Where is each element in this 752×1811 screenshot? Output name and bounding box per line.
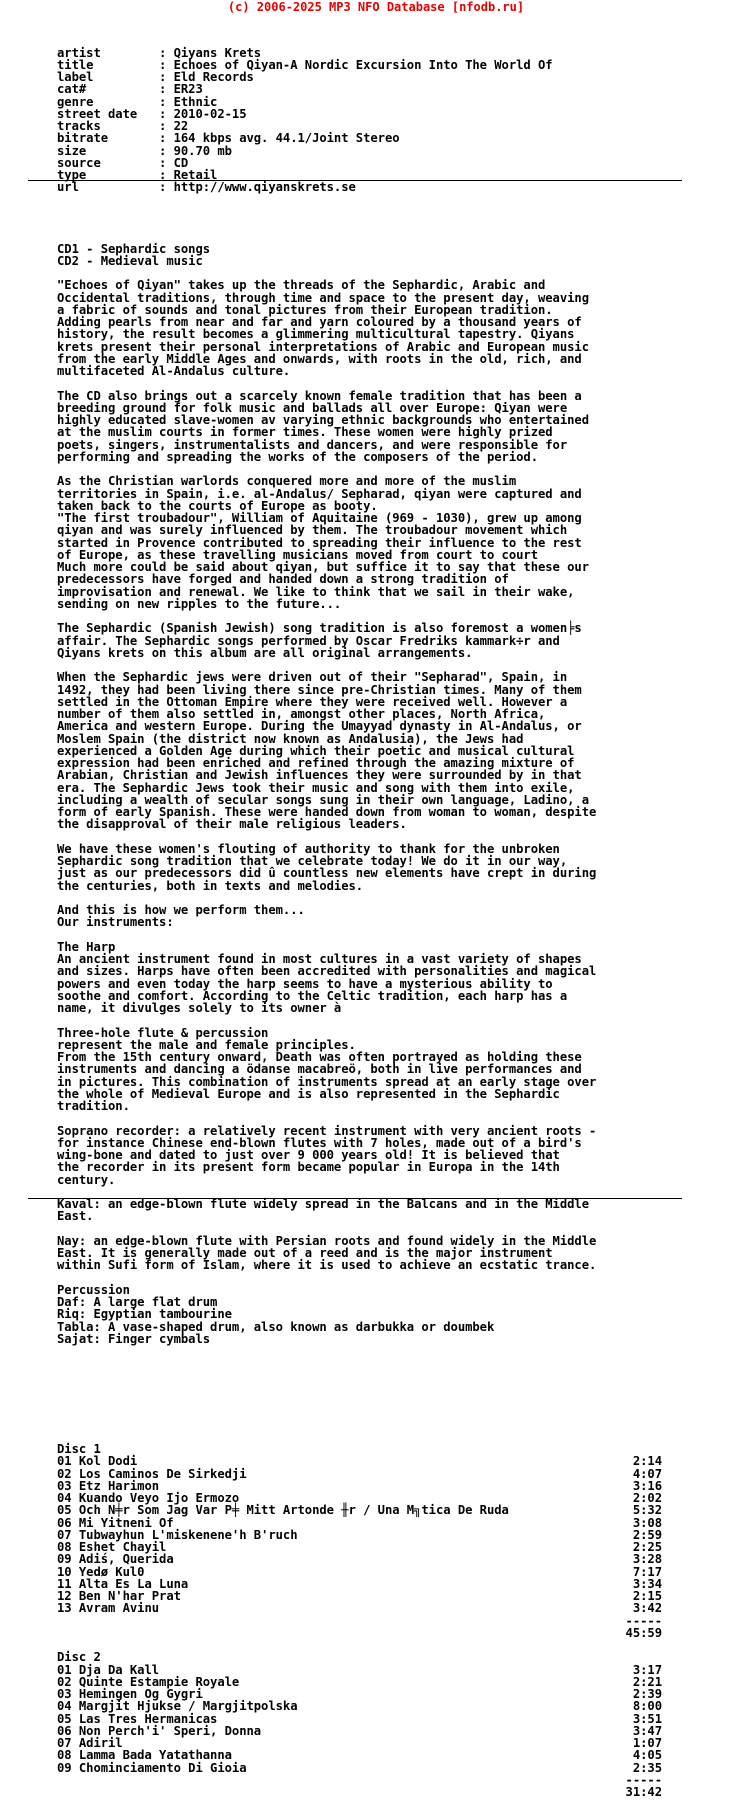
track-title: 10 Yedø Kul0 bbox=[57, 1564, 145, 1579]
description-line: instruments and dancing a ödanse macabreö, both in live performances and bbox=[57, 1062, 582, 1077]
meta-value: 2010-02-15 bbox=[173, 106, 247, 121]
meta-key: url : bbox=[57, 180, 174, 195]
description-line: Occidental traditions, through time and space to the present day, weaving bbox=[57, 290, 589, 305]
description-line: The CD also brings out a scarcely known female tradition that has been a bbox=[57, 388, 582, 403]
description-line: the centuries, both in texts and melodies. bbox=[57, 878, 364, 893]
description-line: performing and spreading the works of the composers of the period. bbox=[57, 449, 538, 464]
description-line: century. bbox=[57, 1172, 116, 1187]
description-line: East. It is generally made out of a reed and is the major instrument bbox=[57, 1246, 553, 1260]
description-line: The Sephardic (Spanish Jewish) song tradition is also foremost a women╞s bbox=[57, 621, 582, 636]
release-description bbox=[57, 218, 752, 1345]
description-line: From the 15th century onward, Death was often portrayed as holding these bbox=[57, 1050, 582, 1064]
description-line: CD2 - Medieval music bbox=[57, 253, 203, 268]
description-line: the recorder in its present form became popular in Europa in the 14th bbox=[57, 1160, 560, 1175]
track-title: 09 Chominciamento Di Gioia bbox=[57, 1760, 247, 1775]
track-title: 12 Ben N'har Prat bbox=[57, 1589, 181, 1603]
track-title: 08 Lamma Bada Yatathanna bbox=[57, 1748, 232, 1763]
description-line bbox=[57, 230, 752, 242]
description-line: multifaceted Al-Andalus culture. bbox=[57, 364, 291, 378]
track-duration: 3:34 bbox=[632, 1576, 662, 1591]
description-line: The Harp bbox=[57, 939, 116, 954]
description-line: powers and even today the harp seems to have a mysterious ability to bbox=[57, 976, 553, 991]
description-line: breeding ground for folk music and ballads all over Europe: Qiyan were bbox=[57, 400, 568, 415]
track-title: 06 Mi Yitneni Of bbox=[57, 1515, 174, 1530]
track-duration: 3:51 bbox=[632, 1711, 662, 1726]
meta-key: title : bbox=[57, 57, 174, 72]
description-line: Our instruments: bbox=[57, 915, 174, 930]
description-line: history, the result becomes a glimmering multicultural tapestry. Qiyans bbox=[57, 327, 575, 342]
meta-key: genre : bbox=[57, 94, 174, 109]
description-line: When the Sephardic jews were driven out of their "Sepharad", Spain, in bbox=[57, 670, 568, 685]
site-banner: (c) 2006-2025 MP3 NFO Database [nfodb.ru] bbox=[227, 0, 525, 14]
description-line: of Europe, as these travelling musicians moved from court to court bbox=[57, 547, 538, 562]
description-line: Daf: A large flat drum bbox=[57, 1295, 218, 1309]
track-duration: 3:42 bbox=[632, 1601, 662, 1616]
meta-key: street date : bbox=[57, 106, 174, 121]
meta-key: artist : bbox=[57, 45, 174, 60]
meta-key: tracks : bbox=[57, 119, 174, 133]
description-line: Arabian, Christian and Jewish influences they were surrounded by in that bbox=[57, 768, 582, 783]
description-line: Soprano recorder: a relatively recent instrument with very ancient roots - bbox=[57, 1123, 597, 1138]
description-line: East. bbox=[57, 1209, 94, 1224]
meta-value: 22 bbox=[173, 119, 189, 133]
track-title: 05 Och N╪r Som Jag Var P╪ Mitt Artonde ╫r / Una M╗tica De Ruda bbox=[57, 1503, 509, 1518]
track-duration: 3:08 bbox=[632, 1515, 662, 1530]
track-title: 05 Las Tres Hermanicas bbox=[57, 1711, 218, 1726]
track-title: 04 Margjit Hjukse / Margjitpolska bbox=[57, 1699, 298, 1714]
description-line: krets present their personal interpretations of Arabic and European music bbox=[57, 339, 589, 354]
track-title: 07 Adiril bbox=[57, 1736, 123, 1750]
description-line: territories in Spain, i.e. al-Andalus/ Sepharad, qiyan were captured and bbox=[57, 486, 582, 501]
description-line: "Echoes of Qiyan" takes up the threads of the Sephardic, Arabic and bbox=[57, 278, 546, 293]
track-duration: 3:47 bbox=[632, 1723, 662, 1738]
description-line: An ancient instrument found in most cultures in a vast variety of shapes bbox=[57, 952, 582, 966]
meta-value: 164 kbps avg. 44.1/Joint Stereo bbox=[173, 131, 400, 146]
meta-key: bitrate : bbox=[57, 131, 174, 146]
track-title: 02 Los Caminos De Sirkedji bbox=[57, 1466, 247, 1481]
description-line: including a wealth of secular songs sung in their own language, Ladino, a bbox=[57, 792, 589, 807]
meta-value: ER23 bbox=[173, 82, 203, 97]
track-duration: 2:59 bbox=[632, 1527, 662, 1542]
description-line: Nay: an edge-blown flute with Persian roots and found widely in the Middle bbox=[57, 1233, 597, 1248]
description-line bbox=[57, 1223, 752, 1235]
track-duration: 3:17 bbox=[632, 1662, 662, 1677]
description-line: improvisation and renewal. We like to think that we sail in their wake, bbox=[57, 584, 575, 599]
track-title: 04 Kuando Veyo Ijo Ermozo bbox=[57, 1491, 240, 1505]
description-line: Three-hole flute & percussion bbox=[57, 1025, 269, 1040]
description-line: tradition. bbox=[57, 1099, 130, 1113]
track-title: 01 Dja Da Kall bbox=[57, 1662, 160, 1677]
description-line: the disapproval of their male religious leaders. bbox=[57, 817, 407, 832]
description-line: CD1 - Sephardic songs bbox=[57, 241, 211, 256]
description-line: settled in the Ottoman Empire where they were received well. However a bbox=[57, 694, 568, 709]
description-line: sending on new ripples to the future... bbox=[57, 596, 342, 611]
meta-value: Retail bbox=[173, 168, 218, 182]
track-title: 11 Alta Es La Luna bbox=[57, 1576, 189, 1591]
track-title: 03 Hemingen Og Gygri bbox=[57, 1687, 203, 1701]
description-line: taken back to the courts of Europe as booty. bbox=[57, 498, 378, 513]
description-line: just as our predecessors did û countless new elements have crept in during bbox=[57, 866, 597, 881]
disc-title: Disc 1 bbox=[57, 1442, 101, 1456]
description-line: We have these women's flouting of authority to thank for the unbroken bbox=[57, 841, 560, 856]
description-line: Sephardic song tradition that we celebrate today! We do it in our way, bbox=[57, 854, 568, 868]
description-line: poets, singers, instrumentalists and dancers, and were responsible for bbox=[57, 437, 568, 452]
description-line bbox=[57, 218, 752, 230]
track-duration: 2:39 bbox=[632, 1687, 662, 1701]
description-line: a fabric of sounds and tonal pictures from their European tradition. bbox=[57, 302, 553, 317]
track-title: 01 Kol Dodi bbox=[57, 1454, 138, 1469]
description-line: wing-bone and dated to just over 9 000 years old! It is believed that bbox=[57, 1148, 560, 1162]
meta-key: type : bbox=[57, 168, 174, 182]
disc-total-time: 45:59 bbox=[625, 1625, 662, 1640]
description-line: era. The Sephardic Jews took their music and song with them into exile, bbox=[57, 780, 575, 795]
description-line: soothe and comfort. According to the Celtic tradition, each harp has a bbox=[57, 988, 568, 1003]
nfo-document bbox=[57, 22, 752, 1811]
meta-value: Ethnic bbox=[173, 94, 218, 109]
track-duration: 3:16 bbox=[632, 1478, 662, 1493]
track-duration: 2:02 bbox=[632, 1491, 662, 1505]
disc-total-time: 31:42 bbox=[625, 1785, 662, 1799]
description-line: started in Provence contributed to spreading their influence to the rest bbox=[57, 535, 582, 550]
track-duration: 2:25 bbox=[632, 1540, 662, 1554]
track-row bbox=[57, 1553, 662, 1565]
meta-value: 90.70 mb bbox=[173, 143, 232, 158]
description-line bbox=[57, 1014, 752, 1026]
tracklist bbox=[57, 1443, 752, 1798]
description-line: within Sufi form of Islam, where it is used to achieve an ecstatic trance. bbox=[57, 1258, 597, 1273]
description-line: Riq: Egyptian tambourine bbox=[57, 1307, 232, 1322]
description-line: number of them also settled in, amongst other places, North Africa, bbox=[57, 707, 546, 721]
meta-value: Qiyans Krets bbox=[173, 45, 262, 60]
track-duration: 8:00 bbox=[632, 1699, 662, 1714]
description-line: represent the male and female principles. bbox=[57, 1037, 356, 1052]
description-line: experienced a Golden Age during which their poetic and musical cultural bbox=[57, 743, 575, 758]
description-line: As the Christian warlords conquered more and more of the muslim bbox=[57, 474, 517, 489]
track-title: 13 Avram Avinu bbox=[57, 1601, 160, 1616]
description-line: highly educated slave-women av varying ethnic backgrounds who entertained bbox=[57, 413, 589, 427]
track-duration: 2:21 bbox=[632, 1674, 662, 1689]
track-row bbox=[57, 1725, 662, 1737]
track-title: 02 Quinte Estampie Royale bbox=[57, 1674, 240, 1689]
meta-value: Eld Records bbox=[173, 70, 254, 84]
description-line bbox=[57, 1272, 752, 1284]
release-metadata bbox=[57, 47, 752, 194]
description-line bbox=[57, 1112, 752, 1124]
description-line: 1492, they had been living there since pre-Christian times. Many of them bbox=[57, 682, 582, 697]
track-row bbox=[57, 1602, 662, 1614]
meta-value: CD bbox=[173, 155, 189, 170]
description-line: the whole of Medieval Europe and is also represented in the Sephardic bbox=[57, 1086, 560, 1101]
total-separator: ----- bbox=[625, 1772, 662, 1787]
description-line: from the early Middle Ages and onwards, with roots in the old, rich, and bbox=[57, 351, 582, 366]
description-line bbox=[57, 929, 752, 941]
track-title: 07 Tubwayhun L'miskenene'h B'ruch bbox=[57, 1527, 298, 1542]
description-line: expression had been enriched and refined through the amazing mixture of bbox=[57, 756, 575, 770]
description-line: for instance Chinese end-blown flutes with 7 holes, made out of a bird's bbox=[57, 1135, 582, 1150]
meta-value: Echoes of Qiyan-A Nordic Excursion Into The World Of bbox=[173, 57, 553, 72]
meta-key: source : bbox=[57, 155, 174, 170]
description-line: form of early Spanish. These were handed down from woman to woman, despite bbox=[57, 805, 597, 819]
description-line: at the muslim courts in former times. These women were highly prized bbox=[57, 425, 553, 440]
description-line: in pictures. This combination of instruments spread at an early stage over bbox=[57, 1074, 597, 1089]
track-title: 09 Adiś, Querida bbox=[57, 1552, 174, 1567]
description-line: name, it divulges solely to its owner à bbox=[57, 1001, 342, 1015]
description-line: "The first troubadour", William of Aquitaine (969 - 1030), grew up among bbox=[57, 511, 582, 525]
description-line: Tabla: A vase-shaped drum, also known as darbukka or doumbek bbox=[57, 1319, 495, 1334]
meta-key: cat# : bbox=[57, 82, 174, 97]
description-line: America and western Europe. During the Umayyad dynasty in Al-Andalus, or bbox=[57, 719, 582, 734]
meta-key: size : bbox=[57, 143, 174, 158]
description-line: qiyan and was surely influenced by them. The troubadour movement which bbox=[57, 523, 568, 538]
track-title: 08 Eshet Chayil bbox=[57, 1540, 167, 1554]
track-duration: 2:35 bbox=[632, 1760, 662, 1775]
track-title: 03 Etz Harimon bbox=[57, 1478, 160, 1493]
track-duration: 2:15 bbox=[632, 1589, 662, 1603]
description-line: Qiyans krets on this album are all original arrangements. bbox=[57, 645, 473, 660]
description-line: predecessors have forged and handed down a strong tradition of bbox=[57, 572, 509, 587]
description-line: and sizes. Harps have often been accredited with personalities and magical bbox=[57, 964, 597, 979]
meta-key: label : bbox=[57, 70, 174, 84]
total-separator: ----- bbox=[625, 1613, 662, 1628]
description-line: Much more could be said about qiyan, but suffice it to say that these our bbox=[57, 560, 589, 574]
track-duration: 2:14 bbox=[632, 1454, 662, 1469]
description-line: Kaval: an edge-blown flute widely spread in the Balcans and in the Middle bbox=[57, 1197, 589, 1211]
track-title: 06 Non Perch'i' Speri, Donna bbox=[57, 1723, 262, 1738]
description-line: Moslem Spain (the district now known as Andalusia), the Jews had bbox=[57, 731, 524, 746]
track-duration: 7:17 bbox=[632, 1564, 662, 1579]
track-duration: 4:05 bbox=[632, 1748, 662, 1763]
track-duration: 3:28 bbox=[632, 1552, 662, 1567]
description-line: And this is how we perform them... bbox=[57, 903, 305, 917]
disc-title: Disc 2 bbox=[57, 1650, 101, 1665]
track-duration: 5:32 bbox=[632, 1503, 662, 1518]
track-row bbox=[57, 1762, 662, 1774]
track-duration: 1:07 bbox=[632, 1736, 662, 1750]
track-duration: 4:07 bbox=[632, 1466, 662, 1481]
description-line bbox=[57, 831, 752, 843]
meta-row bbox=[57, 181, 752, 193]
description-line: affair. The Sephardic songs performed by Oscar Fredriks kammark÷r and bbox=[57, 633, 560, 648]
meta-url-link[interactable]: http://www.qiyanskrets.se bbox=[173, 180, 356, 195]
description-line: Percussion bbox=[57, 1282, 130, 1297]
description-line: Sajat: Finger cymbals bbox=[57, 1331, 211, 1346]
description-line: Adding pearls from near and far and yarn coloured by a thousand years of bbox=[57, 315, 582, 329]
description-line bbox=[57, 377, 752, 389]
